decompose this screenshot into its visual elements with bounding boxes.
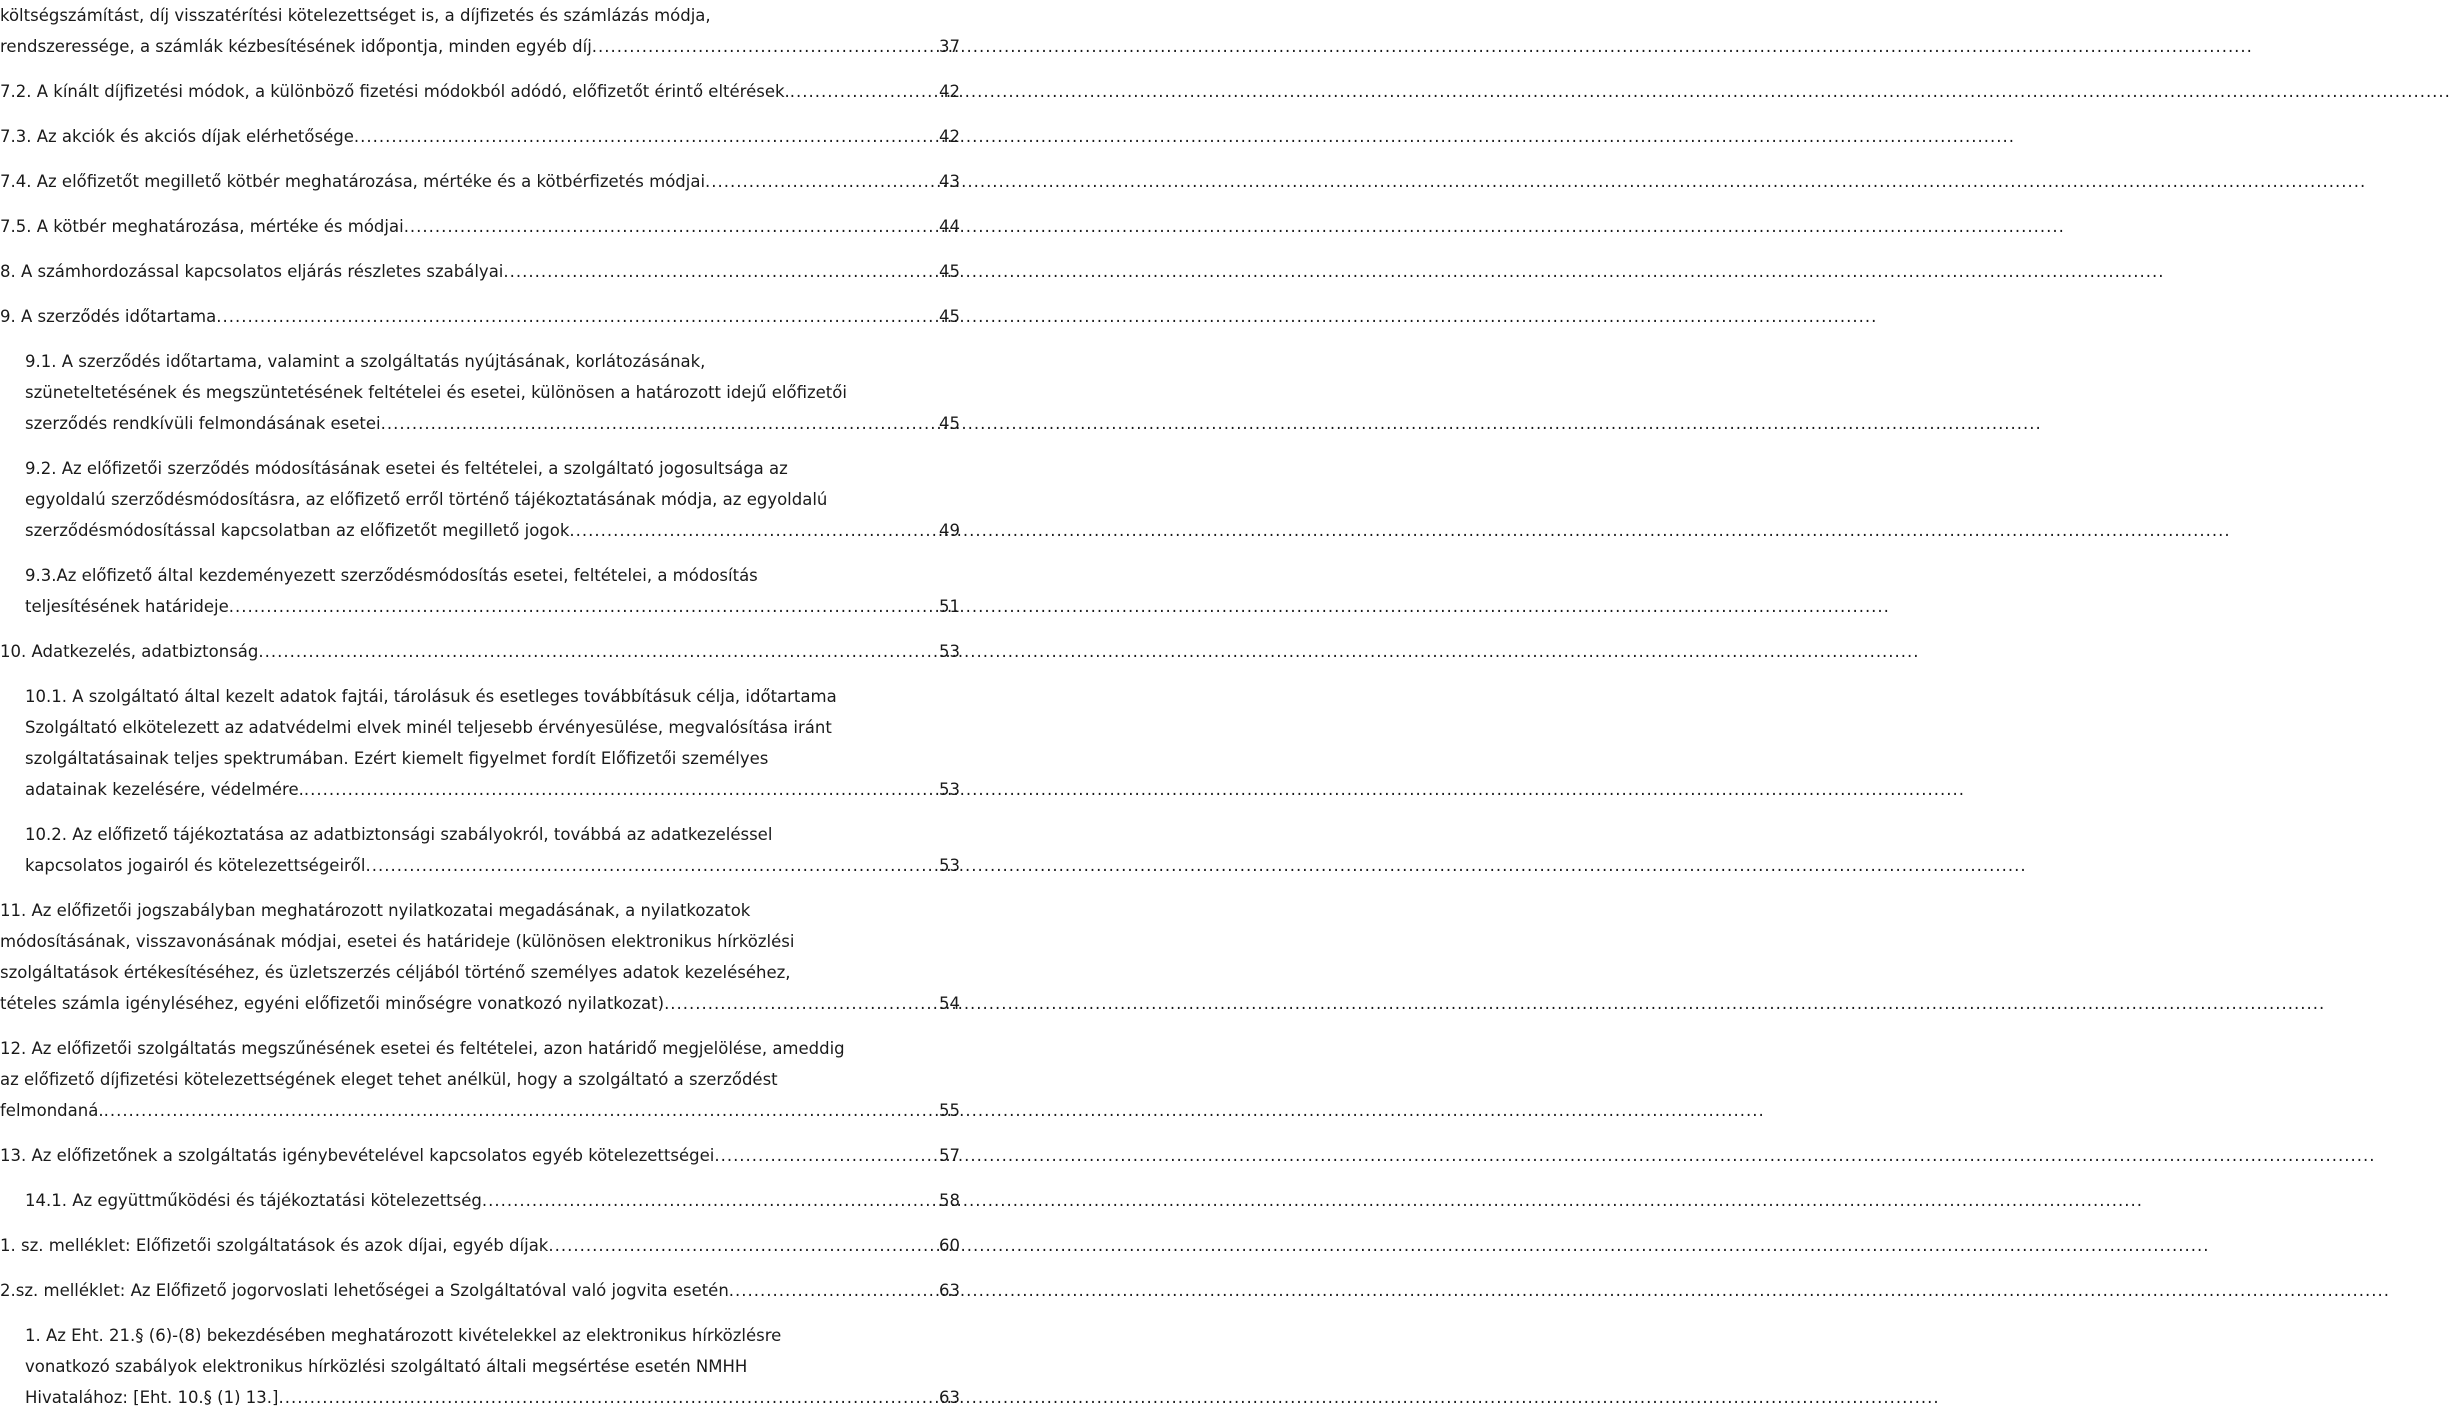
dot-leader: [381, 408, 937, 439]
toc-entry-text: 9. A szerződés időtartama: [0, 307, 217, 326]
dot-leader: [366, 850, 938, 881]
toc-entry-text: vonatkozó szabályok elektronikus hírközlési szolgáltató általi megsértése esetén NMHH: [25, 1357, 748, 1376]
toc-entry[interactable]: [0, 1140, 960, 1171]
dot-leader: [104, 1095, 937, 1126]
toc-entry-text: adatainak kezelésére, védelmére.: [25, 780, 304, 799]
toc-entry[interactable]: [0, 1033, 960, 1126]
toc-entry-text: szolgáltatásainak teljes spektrumában. Ezért kiemelt figyelmet fordít Előfizetői személyes: [25, 749, 769, 768]
toc-entry-text: 7.5. A kötbér meghatározása, mértéke és módjai: [0, 217, 404, 236]
toc-entry[interactable]: [25, 819, 960, 881]
toc-entry-text: az előfizető díjfizetési kötelezettségének eleget tehet anélkül, hogy a szolgáltató a szerződést: [0, 1070, 778, 1089]
dot-leader: [548, 1230, 937, 1261]
toc-entry-text: 1. sz. melléklet: Előfizetői szolgáltatások és azok díjai, egyéb díjak: [0, 1236, 549, 1255]
dot-leader: [354, 121, 937, 152]
page-number: 42: [939, 82, 960, 101]
toc-entry-text: 9.3.Az előfizető által kezdeményezett szerződésmódosítás esetei, feltételei, a módosítás: [25, 566, 758, 585]
toc-entry-text: 12. Az előfizetői szolgáltatás megszűnésének esetei és feltételei, azon határidő megjelölése, ameddig: [0, 1039, 845, 1058]
toc-entry-text: kapcsolatos jogairól és kötelezettségeiről: [25, 856, 366, 875]
page-number: 60: [939, 1236, 960, 1255]
page-number: 53: [939, 780, 960, 799]
toc-entry-text: szerződésmódosítással kapcsolatban az előfizetőt megillető jogok: [25, 521, 570, 540]
toc-entry[interactable]: [0, 636, 960, 667]
toc-entry[interactable]: [0, 301, 960, 332]
page-number: 43: [939, 172, 960, 191]
toc-entry-text: egyoldalú szerződésmódosításra, az előfizető erről történő tájékoztatásának módja, az egyoldalú: [25, 490, 828, 509]
page-number: 55: [939, 1101, 960, 1120]
toc-entry-text: szolgáltatások értékesítéséhez, és üzletszerzés céljából történő személyes adatok kezeléséhez,: [0, 963, 791, 982]
toc-entry[interactable]: [0, 1230, 960, 1261]
toc-entry-text: 9.2. Az előfizetői szerződés módosításának esetei és feltételei, a szolgáltató jogosultsága az: [25, 459, 788, 478]
toc-entry-text: 10.2. Az előfizető tájékoztatása az adatbiztonsági szabályokról, továbbá az adatkezeléssel: [25, 825, 773, 844]
toc-entry[interactable]: [0, 1275, 960, 1306]
toc-entry-text: 11. Az előfizetői jogszabályban meghatározott nyilatkozatai megadásának, a nyilatkozatok: [0, 901, 751, 920]
toc-entry-text: 1. Az Eht. 21.§ (6)-(8) bekezdésében meghatározott kivételekkel az elektronikus hírközlésre: [25, 1326, 782, 1345]
page-number: 37: [939, 37, 960, 56]
dot-leader: [790, 76, 937, 107]
toc-entry[interactable]: [25, 346, 960, 439]
toc-entry-text: 10. Adatkezelés, adatbiztonság: [0, 642, 259, 661]
toc-entry-text: szerződés rendkívüli felmondásának esetei: [25, 414, 381, 433]
dot-leader: [216, 301, 937, 332]
dot-leader: [503, 256, 937, 287]
toc-entry[interactable]: [0, 166, 960, 197]
dot-leader: [714, 1140, 937, 1171]
toc-entry-text: 10.1. A szolgáltató által kezelt adatok fajtái, tárolásuk és esetleges továbbításuk célja, időtartama: [25, 687, 837, 706]
toc-entry-text: 2.sz. melléklet: Az Előfizető jogorvoslati lehetőségei a Szolgáltatóval való jogvita esetén: [0, 1281, 729, 1300]
page-number: 54: [939, 994, 960, 1013]
dot-leader: [705, 166, 937, 197]
toc-entry[interactable]: [0, 211, 960, 242]
dot-leader: [278, 1382, 937, 1413]
dot-leader: [229, 591, 937, 622]
toc-entry-text: teljesítésének határideje: [25, 597, 229, 616]
dot-leader: [569, 515, 937, 546]
page-number: 42: [939, 127, 960, 146]
toc-entry[interactable]: [0, 0, 960, 62]
page-number: 57: [939, 1146, 960, 1165]
dot-leader: [592, 31, 937, 62]
toc-entry[interactable]: [0, 895, 960, 1019]
page-number: 58: [939, 1191, 960, 1210]
dot-leader: [258, 636, 937, 667]
toc-entry-text: módosításának, visszavonásának módjai, esetei és határideje (különösen elektronikus hírközlési: [0, 932, 795, 951]
toc-entry-text: 13. Az előfizetőnek a szolgáltatás igénybevételével kapcsolatos egyéb kötelezettségei: [0, 1146, 715, 1165]
dot-leader: [664, 988, 937, 1019]
dot-leader: [304, 774, 937, 805]
toc-entry-text: tételes számla igényléséhez, egyéni előfizetői minőségre vonatkozó nyilatkozat): [0, 994, 665, 1013]
toc-entry-text: szüneteltetésének és megszüntetésének feltételei és esetei, különösen a határozott idejű előfizetői: [25, 383, 847, 402]
page-number: 53: [939, 856, 960, 875]
page-number: 49: [939, 521, 960, 540]
toc-entry-text: 14.1. Az együttműködési és tájékoztatási kötelezettség: [25, 1191, 482, 1210]
toc-entry-text: Hivatalához: [Eht. 10.§ (1) 13.]: [25, 1388, 279, 1407]
toc-entry[interactable]: [0, 76, 960, 107]
toc-entry-text: felmondaná.: [0, 1101, 104, 1120]
page-number: 63: [939, 1281, 960, 1300]
toc-entry-text: 7.3. Az akciók és akciós díjak elérhetősége: [0, 127, 354, 146]
page-number: 45: [939, 414, 960, 433]
page-number: 53: [939, 642, 960, 661]
dot-leader: [482, 1185, 937, 1216]
toc-entry-text: 9.1. A szerződés időtartama, valamint a szolgáltatás nyújtásának, korlátozásának,: [25, 352, 706, 371]
page-number: 51: [939, 597, 960, 616]
toc-entry[interactable]: [25, 453, 960, 546]
toc-entry[interactable]: [25, 681, 960, 805]
toc-entry-text: rendszeressége, a számlák kézbesítésének időpontja, minden egyéb díj: [0, 37, 592, 56]
dot-leader: [404, 211, 937, 242]
toc-entry[interactable]: [25, 560, 960, 622]
dot-leader: [729, 1275, 937, 1306]
toc-entry-text: 7.4. Az előfizetőt megillető kötbér meghatározása, mértéke és a kötbérfizetés módjai: [0, 172, 706, 191]
toc-entry[interactable]: [25, 1320, 960, 1413]
page-number: 44: [939, 217, 960, 236]
page-number: 45: [939, 307, 960, 326]
toc-entry-text: Szolgáltató elkötelezett az adatvédelmi elvek minél teljesebb érvényesülése, megvalósítása iránt: [25, 718, 832, 737]
page-number: 63: [939, 1388, 960, 1407]
toc-entry-text: 8. A számhordozással kapcsolatos eljárás részletes szabályai: [0, 262, 504, 281]
toc-entry[interactable]: [25, 1185, 960, 1216]
toc-entry-text: 7.2. A kínált díjfizetési módok, a különböző fizetési módokból adódó, előfizetőt érintő eltérések.: [0, 82, 790, 101]
toc-entry[interactable]: [0, 121, 960, 152]
toc-entry-text: költségszámítást, díj visszatérítési kötelezettséget is, a díjfizetés és számlázás módja,: [0, 6, 711, 25]
page-number: 45: [939, 262, 960, 281]
toc-entry[interactable]: [0, 256, 960, 287]
